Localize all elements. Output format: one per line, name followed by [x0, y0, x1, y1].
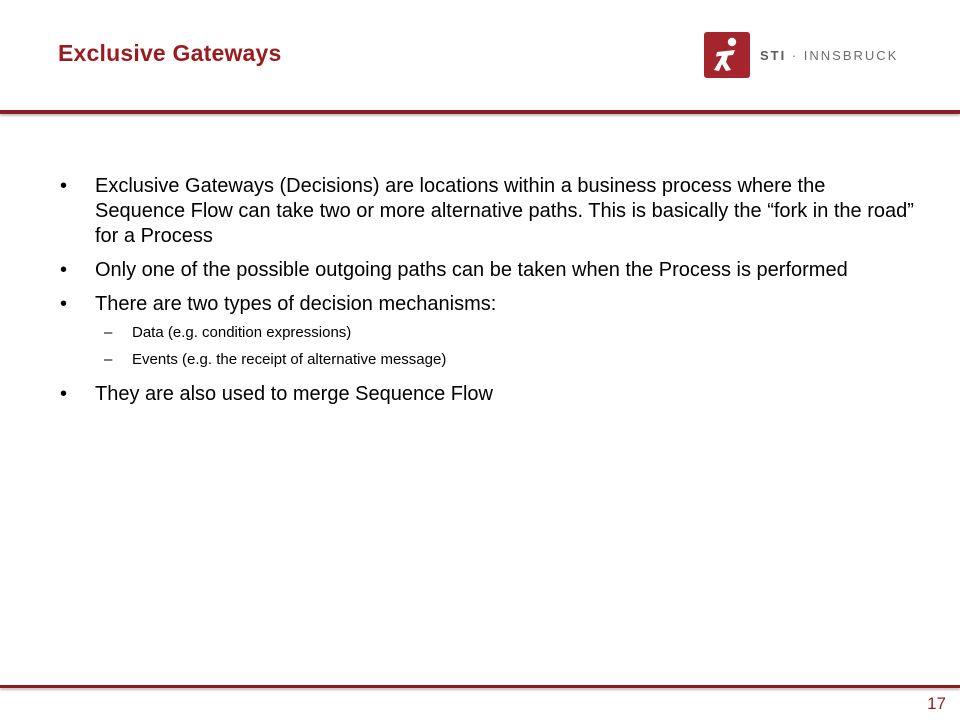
sub-bullet-text: Data (e.g. condition expressions)	[132, 324, 352, 341]
bullet-marker: •	[60, 259, 68, 281]
logo-wordmark	[760, 48, 898, 63]
sub-bullet-item	[60, 350, 920, 370]
bullet-list	[60, 174, 920, 416]
page-number: 17	[927, 694, 946, 713]
bullet-marker: •	[60, 293, 68, 315]
slide-title: Exclusive Gateways	[58, 40, 282, 66]
bullet-text: Exclusive Gateways (Decisions) are locations within a business process where the Sequence Flow can take two or more alternative paths. This is basically the “fork in the road” for a Process	[95, 175, 914, 247]
sub-bullet-marker: –	[104, 324, 113, 341]
sub-bullet-item	[60, 323, 920, 343]
bullet-item	[60, 382, 920, 407]
sub-bullet-marker: –	[104, 351, 113, 368]
bullet-item	[60, 292, 920, 317]
header-rule	[0, 110, 960, 114]
sub-bullet-list	[60, 323, 920, 370]
logo-brand: STI	[760, 47, 787, 63]
bullet-item	[60, 174, 920, 249]
logo-separator: ·	[786, 47, 804, 63]
bullet-text: There are two types of decision mechanisms:	[95, 293, 497, 315]
bullet-text: Only one of the possible outgoing paths can be taken when the Process is performed	[95, 259, 848, 281]
bullet-marker: •	[60, 175, 68, 197]
bullet-text: They are also used to merge Sequence Flow	[95, 383, 493, 405]
bullet-marker: •	[60, 383, 68, 405]
bullet-item	[60, 258, 920, 283]
sti-logo-icon	[704, 32, 750, 78]
sti-innsbruck-logo	[704, 32, 898, 78]
sub-bullet-text: Events (e.g. the receipt of alternative message)	[132, 351, 447, 368]
footer-rule	[0, 685, 960, 688]
logo-name: INNSBRUCK	[803, 47, 899, 63]
